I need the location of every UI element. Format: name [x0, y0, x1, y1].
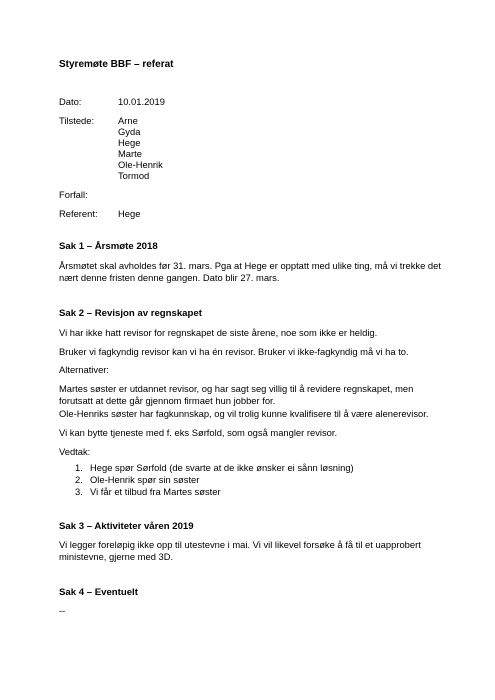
sak2-paragraph: Vi kan bytte tjeneste med f. eks Sørfold, som også mangler revisor.: [59, 427, 338, 438]
sak2-paragraph: Ole-Henriks søster har fagkunnskap, og vil trolig kunne kvalifisere til å være alenerevisor.: [59, 408, 429, 419]
sak3-text: Vi legger foreløpig ikke opp til utestevne i mai. Vi vil likevel forsøke å få til et uapprobert ministevne, gjerne med 3D.: [59, 539, 421, 562]
list-item: Hege spør Sørfold (de svarte at de ikke ønsker ei sånn løsning): [90, 462, 354, 473]
sak2-heading: Sak 2 – Revisjon av regnskapet: [59, 308, 202, 319]
attendee: Gyda: [118, 126, 141, 137]
sak4-text: --: [59, 605, 66, 616]
list-item-number: 2.: [75, 474, 83, 485]
vedtak-label: Vedtak:: [59, 446, 91, 457]
attendee: Arne: [118, 115, 138, 126]
list-item-number: 1.: [75, 462, 83, 473]
list-item-number: 3.: [75, 486, 83, 497]
attendee: Ole-Henrik: [118, 159, 163, 170]
attendee: Marte: [118, 148, 142, 159]
sak2-paragraph: Martes søster er utdannet revisor, og har sagt seg villig til å revidere regnskapet, men forutsatt at dette går gjennom firmaet hun jobber for.: [59, 383, 414, 406]
referent-label: Referent:: [59, 208, 98, 219]
tilstede-label: Tilstede:: [59, 115, 95, 126]
attendee: Hege: [118, 137, 141, 148]
referent-value: Hege: [118, 208, 141, 219]
sak1-text: Årsmøtet skal avholdes før 31. mars. Pga at Hege er opptatt med ulike ting, må vi trekke det nært denne fristen denne gangen. Dato blir 27. mars.: [59, 260, 441, 283]
page-title: Styremøte BBF – referat: [59, 59, 174, 70]
sak1-heading: Sak 1 – Årsmøte 2018: [59, 241, 158, 252]
sak3-heading: Sak 3 – Aktiviteter våren 2019: [59, 521, 194, 532]
sak4-heading: Sak 4 – Eventuelt: [59, 587, 138, 598]
sak2-paragraph: Vi har ikke hatt revisor for regnskapet de siste årene, noe som ikke er heldig.: [59, 327, 378, 338]
sak2-paragraph: Bruker vi fagkyndig revisor kan vi ha én revisor. Bruker vi ikke-fagkyndig må vi ha to.: [59, 346, 409, 357]
attendee: Tormod: [118, 170, 150, 181]
list-item: Vi får et tilbud fra Martes søster: [90, 486, 221, 497]
forfall-label: Forfall:: [59, 189, 88, 200]
sak2-paragraph: Alternativer:: [59, 364, 110, 375]
dato-value: 10.01.2019: [118, 96, 165, 107]
list-item: Ole-Henrik spør sin søster: [90, 474, 200, 485]
dato-label: Dato:: [59, 96, 82, 107]
